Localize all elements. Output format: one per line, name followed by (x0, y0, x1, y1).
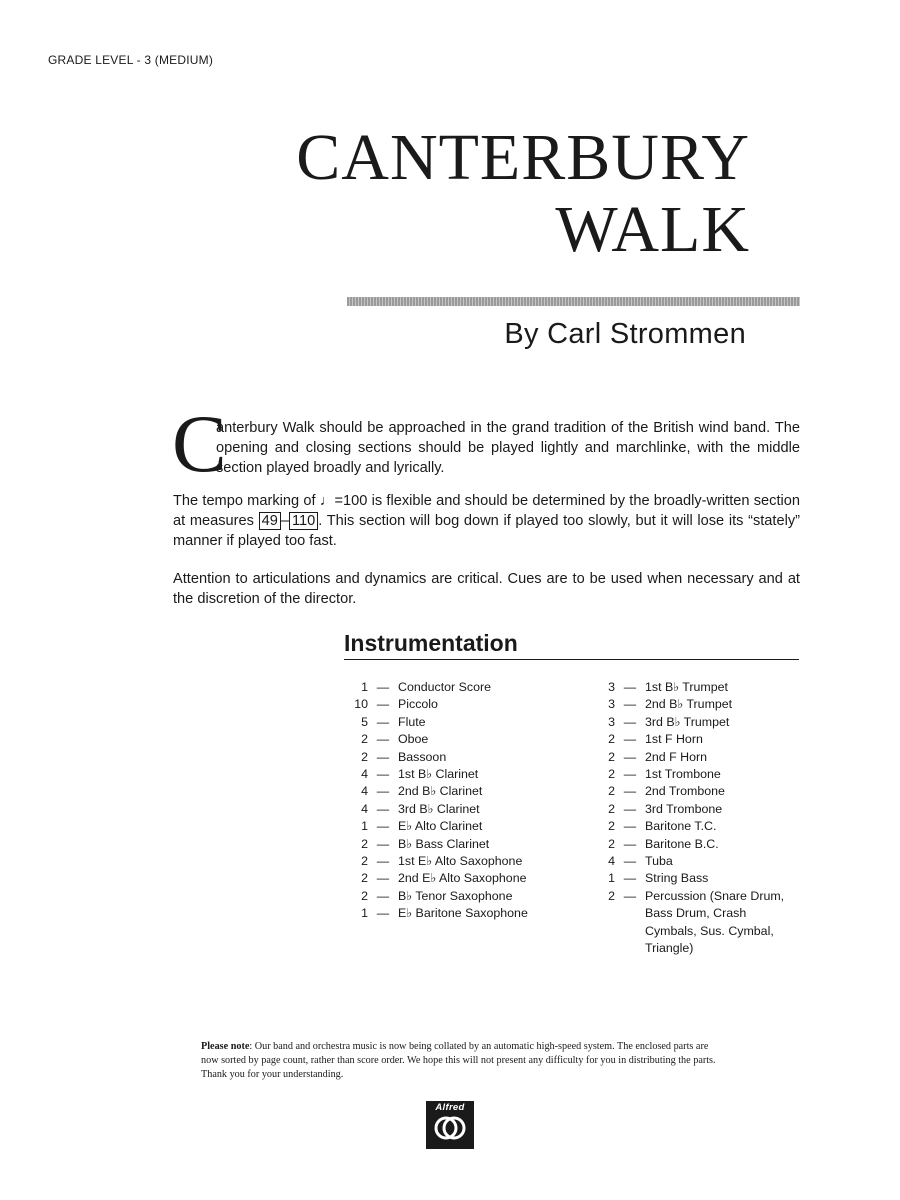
instrument-row (338, 696, 578, 713)
instrument-dash: — (376, 854, 390, 869)
instrument-dash: — (623, 888, 637, 903)
instrument-qty: 2 (608, 801, 615, 816)
instrument-qty: 4 (608, 854, 615, 869)
instrument-name: Baritone B.C. (645, 836, 719, 851)
instrument-name: 3rd Trombone (645, 801, 723, 816)
instrument-qty: 2 (608, 749, 615, 764)
instrument-qty: 1 (361, 680, 368, 694)
instrument-qty: 2 (361, 749, 368, 764)
p2-text-c: . This section will bog down if played too slowly, but it will lose its “stately” manner if played too fast. (173, 513, 800, 549)
instrument-name: 3rd B♭ Trumpet (645, 714, 730, 729)
tempo-marking: ♩=100 (319, 493, 368, 509)
instrument-row (585, 766, 800, 783)
instrument-row (585, 888, 800, 958)
instrument-dash: — (623, 697, 637, 712)
note-label: Please note (201, 1041, 250, 1052)
instrument-qty: 2 (361, 888, 368, 903)
instrument-row (585, 783, 800, 800)
instrument-dash: — (623, 871, 637, 886)
instrument-list-right (585, 679, 800, 958)
please-note (201, 1040, 721, 1082)
instrument-qty: 4 (361, 784, 368, 799)
instrument-qty: 3 (608, 697, 615, 712)
logo-emblem-icon (433, 1113, 467, 1143)
p2-text-b: is flexible and should be determined by the broadly-written section at measures (173, 493, 800, 529)
instrument-row (338, 905, 578, 922)
instrument-qty: 10 (354, 697, 368, 712)
instrument-qty: 1 (361, 906, 368, 921)
measure-separator: – (280, 513, 289, 529)
instrument-name: 2nd B♭ Clarinet (398, 784, 483, 799)
instrument-name: 1st B♭ Clarinet (398, 767, 479, 782)
instrument-row (338, 888, 578, 905)
instrument-qty: 2 (361, 854, 368, 869)
title-line-1: CANTERBURY (296, 121, 750, 194)
instrument-qty: 2 (608, 836, 615, 851)
instrument-qty: 5 (361, 714, 368, 729)
instrument-qty: 4 (361, 801, 368, 816)
instrument-dash: — (376, 871, 390, 886)
instrument-name: Conductor Score (398, 680, 491, 694)
instrument-qty: 4 (361, 767, 368, 782)
instrument-dash: — (376, 732, 390, 747)
instrument-row (338, 766, 578, 783)
instrument-row (585, 696, 800, 713)
instrument-dash: — (376, 836, 390, 851)
instrument-qty: 1 (608, 871, 615, 886)
instrument-name: 1st F Horn (645, 732, 703, 747)
instrument-name: 2nd F Horn (645, 749, 707, 764)
measure-start-box: 49 (259, 512, 281, 530)
instrument-dash: — (623, 714, 637, 729)
instrument-name: 1st Trombone (645, 767, 721, 782)
instrument-name: 2nd E♭ Alto Saxophone (398, 871, 527, 886)
instrument-row (585, 749, 800, 766)
page-title (296, 122, 750, 266)
instrument-qty: 2 (608, 767, 615, 782)
instrument-qty: 2 (361, 836, 368, 851)
instrument-dash: — (623, 784, 637, 799)
instrument-row (338, 714, 578, 731)
instrument-name: 1st E♭ Alto Saxophone (398, 854, 523, 869)
instrument-dash: — (623, 819, 637, 834)
instrument-list-left (338, 679, 578, 923)
instrument-dash: — (623, 801, 637, 816)
p2-text-a: The tempo marking of (173, 493, 320, 509)
instrument-dash: — (376, 767, 390, 782)
instrument-qty: 2 (361, 871, 368, 886)
grade-level: GRADE LEVEL - 3 (MEDIUM) (48, 53, 214, 67)
intro-paragraph-1: anterbury Walk should be approached in the grand tradition of the British wind band. The opening and closing sections should be played lightly and marchlinke, with the middle section played broadly and lyrically. (216, 420, 800, 476)
instrument-name: 2nd B♭ Trumpet (645, 697, 733, 712)
instrument-row (338, 870, 578, 887)
drop-cap: C (172, 398, 227, 489)
title-line-2: WALK (555, 193, 750, 266)
instrument-row (338, 783, 578, 800)
instrument-name: Baritone T.C. (645, 819, 717, 834)
instrument-dash: — (623, 749, 637, 764)
instrument-name: B♭ Bass Clarinet (398, 836, 490, 851)
instrument-qty: 2 (608, 732, 615, 747)
note-text: : Our band and orchestra music is now being collated by an automatic high-speed system. The enclosed parts are now sorted by page count, rather than score order. We hope this will not present any difficulty for you in distributing the parts. Thank you for your understanding. (201, 1041, 716, 1080)
instrument-qty: 2 (608, 888, 615, 903)
instrument-name: E♭ Alto Clarinet (398, 819, 483, 834)
instrument-name: Flute (398, 714, 426, 729)
intro-paragraph-3: Attention to articulations and dynamics are critical. Cues are to be used when necessary and at the discretion of the director. (173, 571, 800, 607)
instrument-dash: — (376, 749, 390, 764)
intro-paragraph-2 (173, 491, 800, 551)
author: By Carl Strommen (504, 318, 746, 350)
instrument-name: B♭ Tenor Saxophone (398, 888, 513, 903)
instrument-name: E♭ Baritone Saxophone (398, 906, 528, 921)
measure-end-box: 110 (289, 512, 318, 530)
instrument-dash: — (376, 801, 390, 816)
instrument-name: Piccolo (398, 697, 438, 712)
instrument-name: String Bass (645, 871, 709, 886)
instrument-dash: — (623, 854, 637, 869)
instrument-qty: 2 (361, 732, 368, 747)
instrument-name: Percussion (Snare Drum, Bass Drum, Crash Cymbals, Sus. Cymbal, Triangle) (645, 888, 785, 956)
instrument-qty: 1 (361, 819, 368, 834)
instrument-name: 2nd Trombone (645, 784, 725, 799)
instrumentation-heading: Instrumentation (344, 630, 799, 660)
instrument-row (338, 731, 578, 748)
instrument-qty: 3 (608, 714, 615, 729)
instrument-row (585, 679, 800, 696)
instrument-dash: — (623, 767, 637, 782)
instrument-row (585, 818, 800, 835)
instrument-name: Oboe (398, 732, 429, 747)
instrument-qty: 3 (608, 680, 615, 694)
instrument-row (585, 870, 800, 887)
instrument-dash: — (376, 784, 390, 799)
instrument-dash: — (376, 697, 390, 712)
instrument-row (338, 749, 578, 766)
instrument-name: 1st B♭ Trumpet (645, 680, 728, 694)
instrument-row (338, 801, 578, 818)
instrument-dash: — (376, 680, 390, 694)
instrument-dash: — (376, 714, 390, 729)
alfred-logo (426, 1101, 474, 1149)
instrument-dash: — (376, 819, 390, 834)
instrument-dash: — (376, 906, 390, 921)
instrument-name: Bassoon (398, 749, 447, 764)
instrument-qty: 2 (608, 819, 615, 834)
instrument-row (338, 818, 578, 835)
instrument-row (585, 836, 800, 853)
instrument-dash: — (376, 888, 390, 903)
instrument-row (338, 836, 578, 853)
instrument-dash: — (623, 680, 637, 694)
instrument-row (585, 731, 800, 748)
instrument-name: Tuba (645, 854, 673, 869)
instrument-row (585, 853, 800, 870)
instrument-row (585, 714, 800, 731)
instrument-row (338, 853, 578, 870)
instrument-dash: — (623, 836, 637, 851)
instrument-qty: 2 (608, 784, 615, 799)
instrument-row (585, 801, 800, 818)
title-rule (347, 297, 800, 306)
logo-text: Alfred (435, 1102, 465, 1113)
instrument-name: 3rd B♭ Clarinet (398, 801, 480, 816)
instrument-dash: — (623, 732, 637, 747)
instrument-row (338, 679, 578, 696)
